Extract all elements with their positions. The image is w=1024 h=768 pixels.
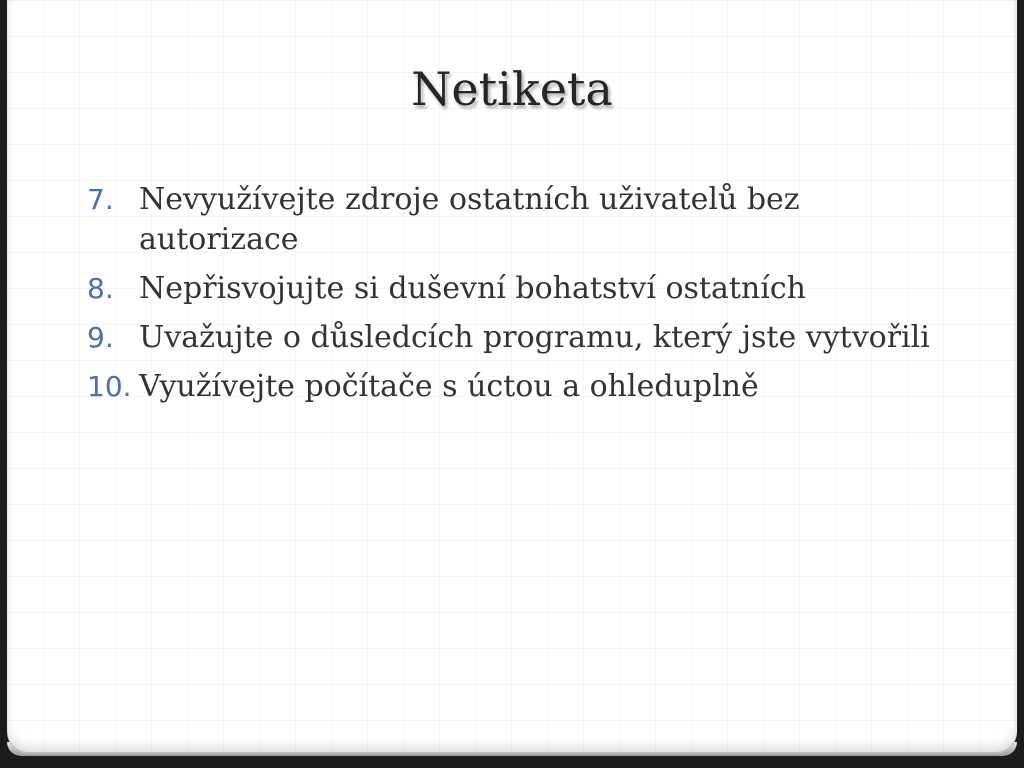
list-item (87, 180, 967, 260)
list-item-text: Využívejte počítače s úctou a ohleduplně (139, 369, 759, 404)
list-item-number: 10. (87, 370, 132, 403)
list-item (87, 269, 967, 309)
list-item (87, 318, 967, 358)
slide-title: Netiketa (411, 62, 613, 116)
bullet-list (87, 180, 967, 416)
list-item-number: 9. (87, 321, 114, 354)
list-item-text: Nepřisvojujte si duševní bohatství ostatních (139, 271, 806, 306)
list-item-text: Nevyužívejte zdroje ostatních uživatelů bez autorizace (139, 182, 800, 257)
list-item-number: 7. (87, 183, 114, 216)
list-item-number: 8. (87, 272, 114, 305)
slide (7, 0, 1017, 752)
list-item-text: Uvažujte o důsledcích programu, který jste vytvořili (139, 320, 930, 355)
list-item (87, 367, 967, 407)
